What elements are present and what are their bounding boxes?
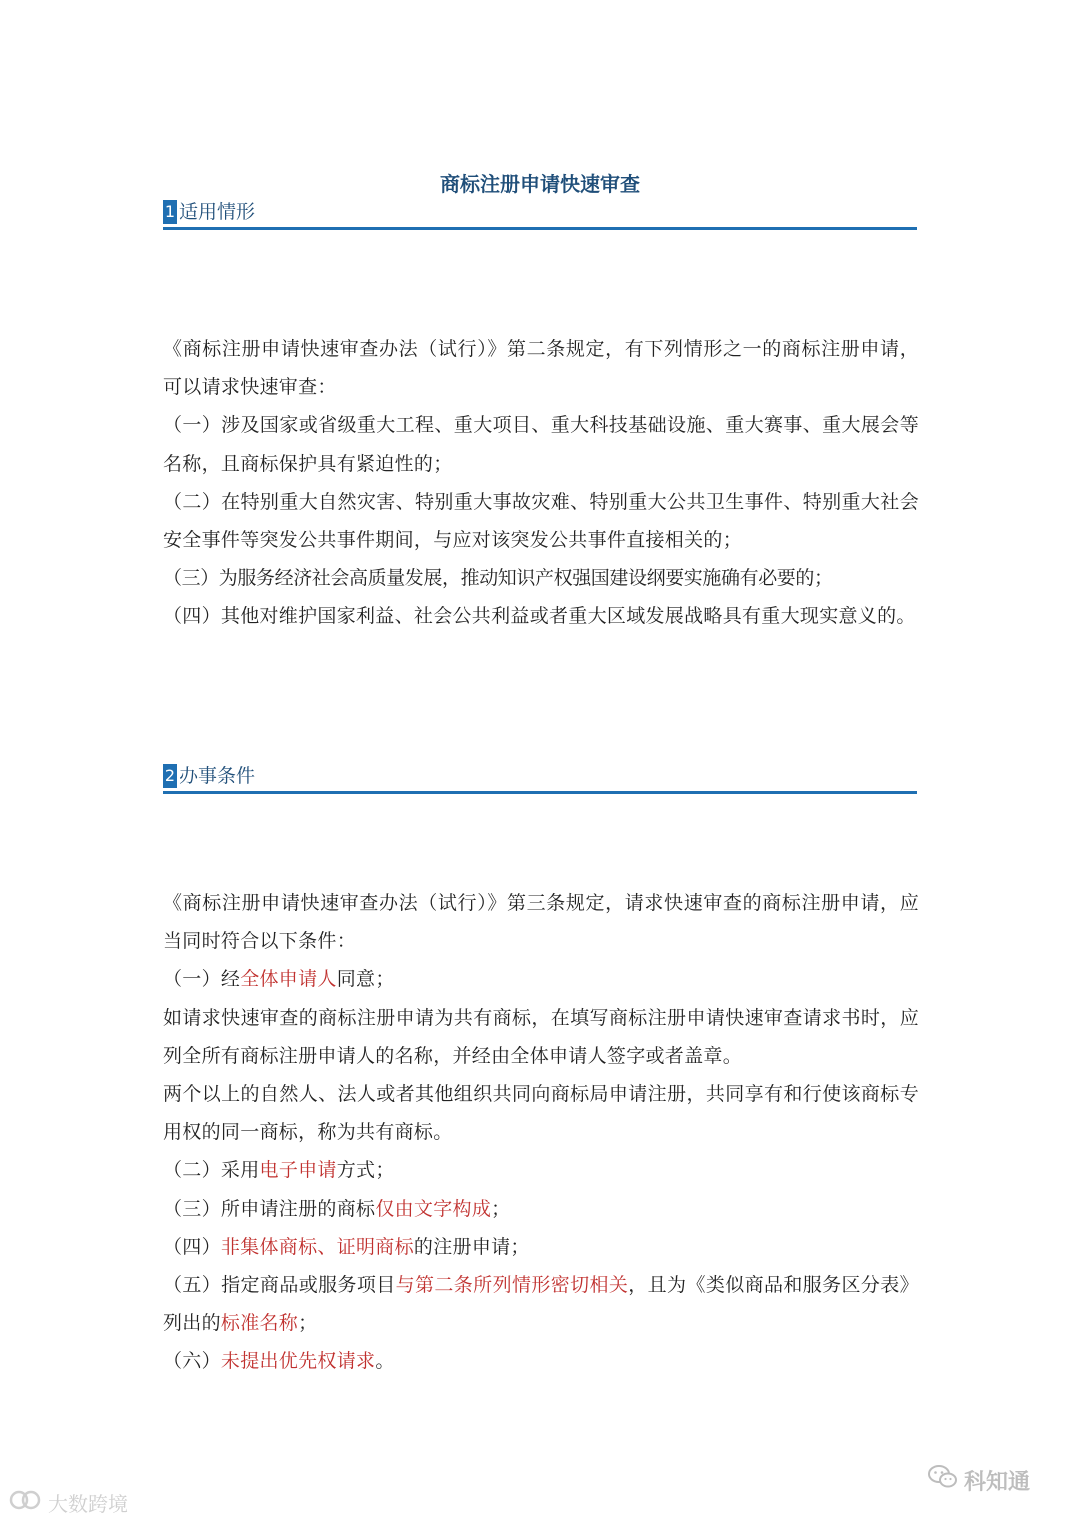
paragraph: 《商标注册申请快速审查办法（试行）》第二条规定，有下列情形之一的商标注册申请，可以请求快速审查： (163, 338, 919, 399)
highlight-text: 全体申请人 (240, 968, 337, 991)
paragraph: （一）涉及国家或省级重大工程、重大项目、重大科技基础设施、重大赛事、重大展会等名称，且商标保护具有紧迫性的； (163, 414, 919, 475)
condition-text: （四） (163, 1235, 221, 1258)
condition-2 (163, 1151, 919, 1189)
condition-text: ，且为《类似商品和服务区分表》列出的 (163, 1274, 919, 1335)
condition-text: （五）指定商品或服务项目 (163, 1274, 396, 1297)
highlight-text: 标准名称 (220, 1312, 299, 1335)
condition-text: （六） (163, 1350, 221, 1373)
section1-body (163, 330, 919, 636)
brand-logo-icon (8, 1489, 42, 1516)
condition-1 (163, 960, 919, 998)
watermark-brand (8, 1488, 128, 1516)
highlight-text: 未提出优先权请求 (220, 1350, 376, 1373)
condition-5 (163, 1266, 919, 1342)
highlight-text: 仅由文字构成 (375, 1197, 492, 1220)
condition-6 (163, 1342, 919, 1380)
highlight-text: 电子申请 (259, 1159, 337, 1182)
condition-text: （二）采用 (163, 1159, 260, 1182)
highlight-text: 非集体商标、证明商标 (220, 1235, 414, 1258)
paragraph: （二）在特别重大自然灾害、特别重大事故灾难、特别重大公共卫生事件、特别重大社会安全事件等突发公共事件期间，与应对该突发公共事件直接相关的； (163, 490, 919, 552)
condition-text: 方式； (336, 1159, 395, 1182)
paragraph: （四）其他对维护国家利益、社会公共利益或者重大区域发展战略具有重大现实意义的。 (163, 605, 916, 628)
condition-text: 。 (375, 1350, 395, 1373)
section-title: 办事条件 (179, 765, 256, 787)
highlight-text: 与第二条所列情形密切相关 (395, 1274, 629, 1297)
watermark-left-text: 大数跨境 (48, 1491, 128, 1516)
condition-text: （一）经 (163, 968, 241, 991)
condition-text: 同意； (336, 968, 395, 991)
section2-body (163, 884, 919, 1381)
condition-text: ； (298, 1312, 318, 1335)
paragraph: 两个以上的自然人、法人或者其他组织共同向商标局申请注册，共同享有和行使该商标专用权的同一商标，称为共有商标。 (163, 1083, 919, 1144)
section-number: 2 (163, 764, 177, 788)
condition-text: ； (491, 1197, 511, 1220)
wechat-icon (928, 1464, 958, 1496)
condition-text: 的注册申请； (413, 1235, 530, 1258)
document-title: 商标注册申请快速审查 (440, 172, 640, 196)
section-number: 1 (163, 200, 177, 224)
condition-3 (163, 1190, 919, 1228)
watermark-wechat (928, 1462, 1030, 1498)
section-header-conditions (163, 762, 917, 794)
paragraph: 《商标注册申请快速审查办法（试行）》第三条规定，请求快速审查的商标注册申请，应当同时符合以下条件： (163, 892, 919, 953)
condition-text: （三）所申请注册的商标 (163, 1197, 376, 1220)
paragraph: 如请求快速审查的商标注册申请为共有商标，在填写商标注册申请快速审查请求书时，应列全所有商标注册申请人的名称，并经由全体申请人签字或者盖章。 (163, 1006, 919, 1067)
watermark-right-text: 科知通 (964, 1469, 1031, 1495)
paragraph: （三）为服务经济社会高质量发展，推动知识产权强国建设纲要实施确有必要的； (163, 567, 833, 590)
section-header-applicable-cases (163, 198, 917, 230)
condition-4 (163, 1228, 919, 1266)
section-title: 适用情形 (179, 201, 256, 223)
